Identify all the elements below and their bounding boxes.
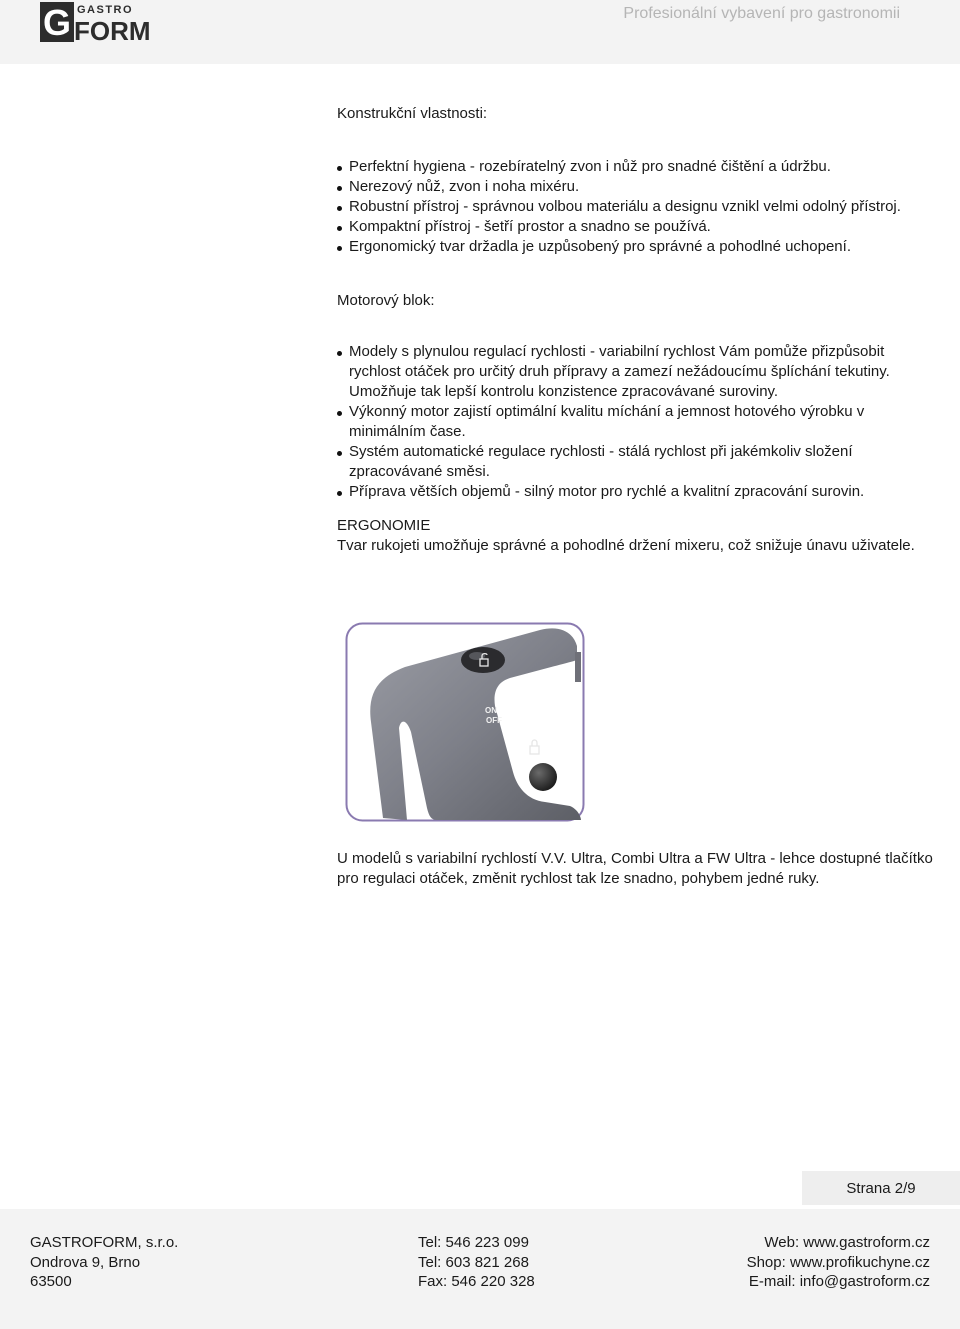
svg-text:GASTRO: GASTRO [77, 4, 134, 16]
page-header [0, 0, 960, 64]
footer-zip: 63500 [30, 1273, 72, 1290]
section-title-motor: Motorový blok: [337, 292, 435, 309]
footer-company-column [30, 1233, 178, 1292]
ergonomics-title: ERGONOMIE [337, 517, 431, 534]
main-content [337, 104, 937, 556]
footer-tel1: Tel: 546 223 099 [418, 1234, 529, 1251]
footer-web-column [747, 1233, 930, 1292]
list-item: Perfektní hygiena - rozebíratelný zvon i nůž pro snadné čištění a údržbu. [337, 157, 937, 177]
footer-shop: Shop: www.profikuchyne.cz [746, 1253, 930, 1271]
list-item: Nerezový nůž, zvon i noha mixéru. [337, 177, 937, 197]
list-item: Kompaktní přístroj - šetří prostor a snadno se používá. [337, 217, 937, 237]
construction-list [337, 157, 937, 257]
footer-tel2: Tel: 603 821 268 [418, 1253, 529, 1271]
list-item: Modely s plynulou regulací rychlosti - variabilní rychlost Vám pomůže přizpůsobit rychlost otáček pro určitý druh přípravy a zamezí nežádoucímu šplíchání tekutiny. Umožňuje tak lepší kontrolu konzistence zpracovávané suroviny. [337, 342, 937, 402]
photo-caption: U modelů s variabilní rychlostí V.V. Ultra, Combi Ultra a FW Ultra - lehce dostupné tlačítko pro regulaci otáček, změnit rychlost tak lze snadno, pohybem jedné ruky. [337, 850, 933, 887]
gastroform-logo [40, 2, 151, 46]
svg-text:ON: ON [485, 706, 497, 715]
svg-text:G: G [42, 2, 72, 43]
list-item: Příprava větších objemů - silný motor pro rychlé a kvalitní zpracování surovin. [337, 482, 937, 502]
header-tagline: Profesionální vybavení pro gastronomii [623, 5, 900, 22]
footer-fax: Fax: 546 220 328 [418, 1273, 535, 1290]
page-footer [0, 1209, 960, 1329]
section-title-construction: Konstrukční vlastnosti: [337, 105, 488, 122]
svg-text:OFF: OFF [486, 716, 502, 725]
footer-phone-column [418, 1233, 535, 1292]
svg-text:FORM: FORM [74, 16, 151, 46]
page-indicator: Strana 2/9 [802, 1171, 960, 1205]
motor-list [337, 342, 937, 502]
footer-company: GASTROFORM, s.r.o. [30, 1234, 179, 1251]
speed-button-icon [529, 763, 557, 791]
footer-street: Ondrova 9, Brno [30, 1253, 141, 1271]
list-item: Výkonný motor zajistí optimální kvalitu míchání a jemnost hotového výrobku v minimálním čase. [337, 402, 937, 442]
list-item: Robustní přístroj - správnou volbou materiálu a designu vznikl velmi odolný přístroj. [337, 197, 937, 217]
footer-email: E-mail: info@gastroform.cz [748, 1273, 930, 1290]
ergonomics-text: Tvar rukojeti umožňuje správné a pohodlné držení mixeru, což snižuje únavu uživatele. [337, 537, 915, 554]
list-item: Ergonomický tvar držadla je uzpůsobený pro správné a pohodlné uchopení. [337, 237, 937, 257]
list-item: Systém automatické regulace rychlosti - stálá rychlost při jakémkoliv složení zpracovávané směsi. [337, 442, 937, 482]
mixer-handle-photo [345, 622, 585, 822]
footer-web: Web: www.gastroform.cz [764, 1234, 930, 1251]
